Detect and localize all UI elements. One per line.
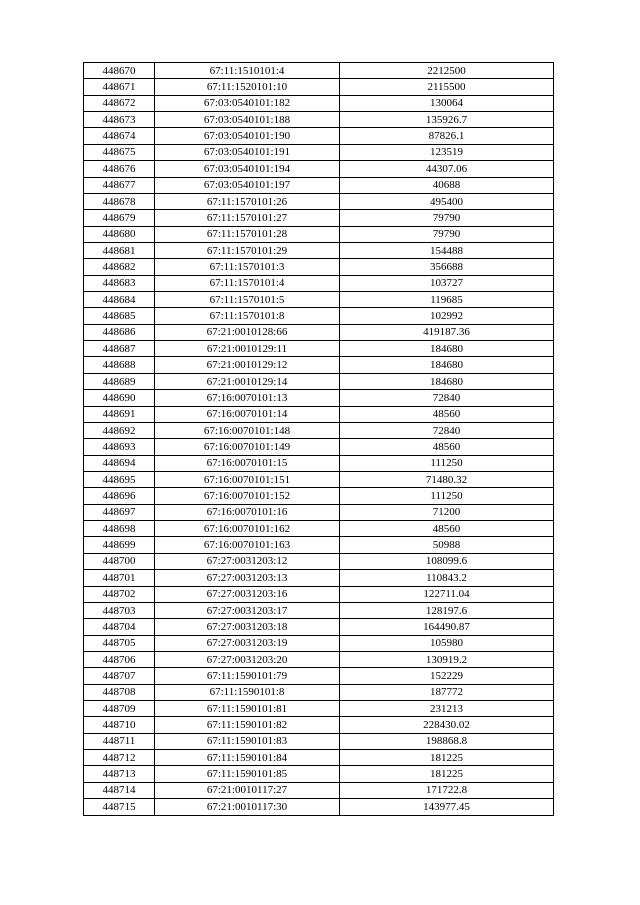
record-id-cell: 448702 [84, 586, 155, 602]
cadastral-number-cell: 67:11:1590101:82 [155, 717, 340, 733]
cadastral-number-cell: 67:11:1570101:29 [155, 242, 340, 258]
record-id-cell: 448712 [84, 750, 155, 766]
cadastral-number-cell: 67:27:0031203:13 [155, 570, 340, 586]
record-id-cell: 448714 [84, 782, 155, 798]
record-id-cell: 448699 [84, 537, 155, 553]
record-id-cell: 448688 [84, 357, 155, 373]
table-row [84, 439, 554, 455]
table-row [84, 275, 554, 291]
record-id-cell: 448707 [84, 668, 155, 684]
record-id-cell: 448673 [84, 112, 155, 128]
record-id-cell: 448694 [84, 455, 155, 471]
value-cell: 72840 [340, 390, 554, 406]
record-id-cell: 448704 [84, 619, 155, 635]
record-id-cell: 448700 [84, 553, 155, 569]
cadastral-number-cell: 67:21:0010129:14 [155, 373, 340, 389]
record-id-cell: 448672 [84, 95, 155, 111]
record-id-cell: 448678 [84, 193, 155, 209]
cadastral-number-cell: 67:16:0070101:163 [155, 537, 340, 553]
cadastral-number-cell: 67:11:1590101:8 [155, 684, 340, 700]
value-cell: 48560 [340, 406, 554, 422]
value-cell: 72840 [340, 422, 554, 438]
cadastral-number-cell: 67:11:1590101:84 [155, 750, 340, 766]
value-cell: 181225 [340, 750, 554, 766]
value-cell: 128197.6 [340, 602, 554, 618]
table-row [84, 586, 554, 602]
cadastral-number-cell: 67:27:0031203:16 [155, 586, 340, 602]
value-cell: 108099.6 [340, 553, 554, 569]
table-row [84, 651, 554, 667]
table-row [84, 684, 554, 700]
table-row [84, 95, 554, 111]
record-id-cell: 448684 [84, 292, 155, 308]
record-id-cell: 448713 [84, 766, 155, 782]
table-row [84, 570, 554, 586]
value-cell: 119685 [340, 292, 554, 308]
cadastral-number-cell: 67:11:1590101:81 [155, 701, 340, 717]
cadastral-number-cell: 67:16:0070101:15 [155, 455, 340, 471]
table-row [84, 161, 554, 177]
cadastral-number-cell: 67:03:0540101:197 [155, 177, 340, 193]
cadastral-number-cell: 67:11:1570101:27 [155, 210, 340, 226]
cadastral-number-cell: 67:03:0540101:190 [155, 128, 340, 144]
record-id-cell: 448671 [84, 79, 155, 95]
record-id-cell: 448711 [84, 733, 155, 749]
table-row [84, 537, 554, 553]
table-row [84, 373, 554, 389]
record-id-cell: 448679 [84, 210, 155, 226]
value-cell: 228430.02 [340, 717, 554, 733]
value-cell: 87826.1 [340, 128, 554, 144]
record-id-cell: 448685 [84, 308, 155, 324]
value-cell: 495400 [340, 193, 554, 209]
value-cell: 110843.2 [340, 570, 554, 586]
table-row [84, 406, 554, 422]
record-id-cell: 448705 [84, 635, 155, 651]
record-id-cell: 448710 [84, 717, 155, 733]
record-id-cell: 448692 [84, 422, 155, 438]
record-id-cell: 448703 [84, 602, 155, 618]
value-cell: 143977.45 [340, 799, 554, 815]
record-id-cell: 448674 [84, 128, 155, 144]
table-row [84, 521, 554, 537]
table-body [84, 63, 554, 816]
cadastral-number-cell: 67:03:0540101:182 [155, 95, 340, 111]
record-id-cell: 448708 [84, 684, 155, 700]
cadastral-number-cell: 67:16:0070101:149 [155, 439, 340, 455]
cadastral-number-cell: 67:21:0010117:30 [155, 799, 340, 815]
value-cell: 40688 [340, 177, 554, 193]
value-cell: 184680 [340, 357, 554, 373]
table-row [84, 553, 554, 569]
table-row [84, 128, 554, 144]
cadastral-number-cell: 67:11:1510101:4 [155, 63, 340, 79]
cadastral-number-cell: 67:11:1520101:10 [155, 79, 340, 95]
record-id-cell: 448686 [84, 324, 155, 340]
cadastral-number-cell: 67:11:1570101:5 [155, 292, 340, 308]
table-row [84, 799, 554, 815]
record-id-cell: 448681 [84, 242, 155, 258]
value-cell: 48560 [340, 521, 554, 537]
table-row [84, 471, 554, 487]
record-id-cell: 448706 [84, 651, 155, 667]
table-row [84, 259, 554, 275]
value-cell: 419187.36 [340, 324, 554, 340]
value-cell: 135926.7 [340, 112, 554, 128]
record-id-cell: 448691 [84, 406, 155, 422]
value-cell: 154488 [340, 242, 554, 258]
cadastral-number-cell: 67:16:0070101:14 [155, 406, 340, 422]
cadastral-number-cell: 67:03:0540101:194 [155, 161, 340, 177]
cadastral-number-cell: 67:11:1570101:26 [155, 193, 340, 209]
table-row [84, 324, 554, 340]
cadastral-number-cell: 67:16:0070101:152 [155, 488, 340, 504]
table-row [84, 193, 554, 209]
cadastral-number-cell: 67:21:0010128:66 [155, 324, 340, 340]
table-row [84, 701, 554, 717]
record-id-cell: 448696 [84, 488, 155, 504]
record-id-cell: 448680 [84, 226, 155, 242]
table-row [84, 635, 554, 651]
value-cell: 44307.06 [340, 161, 554, 177]
value-cell: 111250 [340, 455, 554, 471]
cadastral-number-cell: 67:16:0070101:148 [155, 422, 340, 438]
record-id-cell: 448683 [84, 275, 155, 291]
value-cell: 48560 [340, 439, 554, 455]
record-id-cell: 448709 [84, 701, 155, 717]
record-id-cell: 448701 [84, 570, 155, 586]
value-cell: 181225 [340, 766, 554, 782]
cadastral-number-cell: 67:27:0031203:12 [155, 553, 340, 569]
record-id-cell: 448675 [84, 144, 155, 160]
value-cell: 79790 [340, 210, 554, 226]
cadastral-number-cell: 67:03:0540101:191 [155, 144, 340, 160]
table-row [84, 455, 554, 471]
value-cell: 184680 [340, 341, 554, 357]
cadastral-number-cell: 67:27:0031203:17 [155, 602, 340, 618]
cadastral-number-cell: 67:21:0010129:12 [155, 357, 340, 373]
value-cell: 71480.32 [340, 471, 554, 487]
table-row [84, 733, 554, 749]
cadastral-number-cell: 67:11:1590101:85 [155, 766, 340, 782]
value-cell: 71200 [340, 504, 554, 520]
cadastral-number-cell: 67:16:0070101:151 [155, 471, 340, 487]
record-id-cell: 448689 [84, 373, 155, 389]
table-row [84, 619, 554, 635]
value-cell: 105980 [340, 635, 554, 651]
value-cell: 164490.87 [340, 619, 554, 635]
value-cell: 103727 [340, 275, 554, 291]
table-row [84, 210, 554, 226]
table-row [84, 112, 554, 128]
record-id-cell: 448697 [84, 504, 155, 520]
record-id-cell: 448682 [84, 259, 155, 275]
table-row [84, 602, 554, 618]
value-cell: 356688 [340, 259, 554, 275]
table-row [84, 422, 554, 438]
table-row [84, 357, 554, 373]
table-row [84, 79, 554, 95]
cadastral-number-cell: 67:11:1570101:28 [155, 226, 340, 242]
cadastral-number-cell: 67:11:1570101:3 [155, 259, 340, 275]
table-row [84, 766, 554, 782]
table-row [84, 488, 554, 504]
table-row [84, 390, 554, 406]
cadastral-number-cell: 67:11:1570101:8 [155, 308, 340, 324]
value-cell: 2115500 [340, 79, 554, 95]
cadastral-number-cell: 67:16:0070101:13 [155, 390, 340, 406]
value-cell: 198868.8 [340, 733, 554, 749]
cadastral-number-cell: 67:27:0031203:18 [155, 619, 340, 635]
table-row [84, 341, 554, 357]
value-cell: 171722.8 [340, 782, 554, 798]
data-table [83, 62, 554, 816]
cadastral-number-cell: 67:11:1590101:83 [155, 733, 340, 749]
record-id-cell: 448676 [84, 161, 155, 177]
record-id-cell: 448687 [84, 341, 155, 357]
table-row [84, 782, 554, 798]
value-cell: 187772 [340, 684, 554, 700]
record-id-cell: 448695 [84, 471, 155, 487]
record-id-cell: 448698 [84, 521, 155, 537]
cadastral-number-cell: 67:16:0070101:16 [155, 504, 340, 520]
table-row [84, 177, 554, 193]
value-cell: 2212500 [340, 63, 554, 79]
cadastral-number-cell: 67:11:1570101:4 [155, 275, 340, 291]
value-cell: 184680 [340, 373, 554, 389]
record-id-cell: 448690 [84, 390, 155, 406]
record-id-cell: 448715 [84, 799, 155, 815]
table-row [84, 308, 554, 324]
cadastral-number-cell: 67:21:0010117:27 [155, 782, 340, 798]
table-row [84, 144, 554, 160]
value-cell: 50988 [340, 537, 554, 553]
value-cell: 122711.04 [340, 586, 554, 602]
value-cell: 111250 [340, 488, 554, 504]
value-cell: 130919.2 [340, 651, 554, 667]
table-row [84, 504, 554, 520]
cadastral-number-cell: 67:03:0540101:188 [155, 112, 340, 128]
value-cell: 152229 [340, 668, 554, 684]
cadastral-number-cell: 67:27:0031203:19 [155, 635, 340, 651]
table-row [84, 292, 554, 308]
cadastral-number-cell: 67:11:1590101:79 [155, 668, 340, 684]
value-cell: 123519 [340, 144, 554, 160]
record-id-cell: 448693 [84, 439, 155, 455]
record-id-cell: 448677 [84, 177, 155, 193]
cadastral-number-cell: 67:21:0010129:11 [155, 341, 340, 357]
table-row [84, 242, 554, 258]
value-cell: 130064 [340, 95, 554, 111]
value-cell: 102992 [340, 308, 554, 324]
cadastral-number-cell: 67:16:0070101:162 [155, 521, 340, 537]
table-row [84, 63, 554, 79]
table-row [84, 717, 554, 733]
table-row [84, 668, 554, 684]
table-row [84, 750, 554, 766]
record-id-cell: 448670 [84, 63, 155, 79]
cadastral-number-cell: 67:27:0031203:20 [155, 651, 340, 667]
value-cell: 79790 [340, 226, 554, 242]
value-cell: 231213 [340, 701, 554, 717]
table-row [84, 226, 554, 242]
